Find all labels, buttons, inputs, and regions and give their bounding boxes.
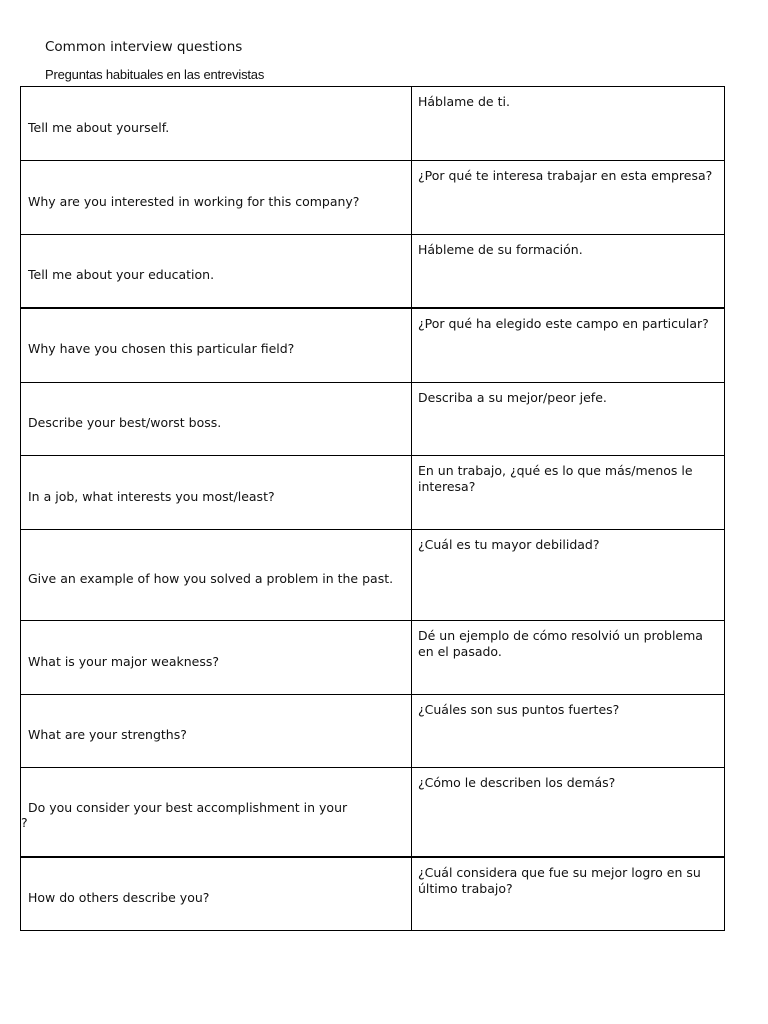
spanish-question: En un trabajo, ¿qué es lo que más/menos le interesa?: [412, 456, 725, 530]
table-row: [21, 768, 725, 857]
table-row: [21, 456, 725, 530]
english-question: [21, 768, 412, 857]
english-question: Describe your best/worst boss.: [21, 383, 412, 456]
spanish-question: ¿Cuál considera que fue su mejor logro en su último trabajo?: [412, 857, 725, 931]
table-row: [21, 857, 725, 931]
spanish-question: ¿Por qué te interesa trabajar en esta empresa?: [412, 161, 725, 235]
stray-mark-wrap: [21, 814, 405, 832]
table-row: [21, 87, 725, 161]
table-row: [21, 308, 725, 383]
english-question-text: Do you consider your best accomplishment in your: [28, 799, 348, 815]
english-question: How do others describe you?: [21, 857, 412, 931]
spanish-question: Dé un ejemplo de cómo resolvió un problema en el pasado.: [412, 621, 725, 695]
english-question: Give an example of how you solved a problem in the past.: [21, 530, 412, 621]
english-question: What are your strengths?: [21, 695, 412, 768]
english-question: Why are you interested in working for this company?: [21, 161, 412, 235]
page-subtitle: Preguntas habituales en las entrevistas: [45, 67, 265, 82]
page-title: Common interview questions: [45, 39, 243, 55]
table-row: [21, 621, 725, 695]
table-row: [21, 161, 725, 235]
english-question: What is your major weakness?: [21, 621, 412, 695]
questions-table: [20, 86, 725, 931]
table-row: [21, 235, 725, 308]
spanish-question: Hábleme de su formación.: [412, 235, 725, 308]
english-question: Tell me about your education.: [21, 235, 412, 308]
spanish-question: Describa a su mejor/peor jefe.: [412, 383, 725, 456]
spanish-question: ¿Cómo le describen los demás?: [412, 768, 725, 857]
table-row: [21, 530, 725, 621]
english-question: Why have you chosen this particular field?: [21, 308, 412, 383]
spanish-question: ¿Por qué ha elegido este campo en particular?: [412, 308, 725, 383]
spanish-question: ¿Cuáles son sus puntos fuertes?: [412, 695, 725, 768]
spanish-question: Háblame de ti.: [412, 87, 725, 161]
table-row: [21, 695, 725, 768]
stray-question-mark: ?: [21, 814, 28, 830]
english-question: In a job, what interests you most/least?: [21, 456, 412, 530]
spanish-question: ¿Cuál es tu mayor debilidad?: [412, 530, 725, 621]
english-question: Tell me about yourself.: [21, 87, 412, 161]
table-row: [21, 383, 725, 456]
